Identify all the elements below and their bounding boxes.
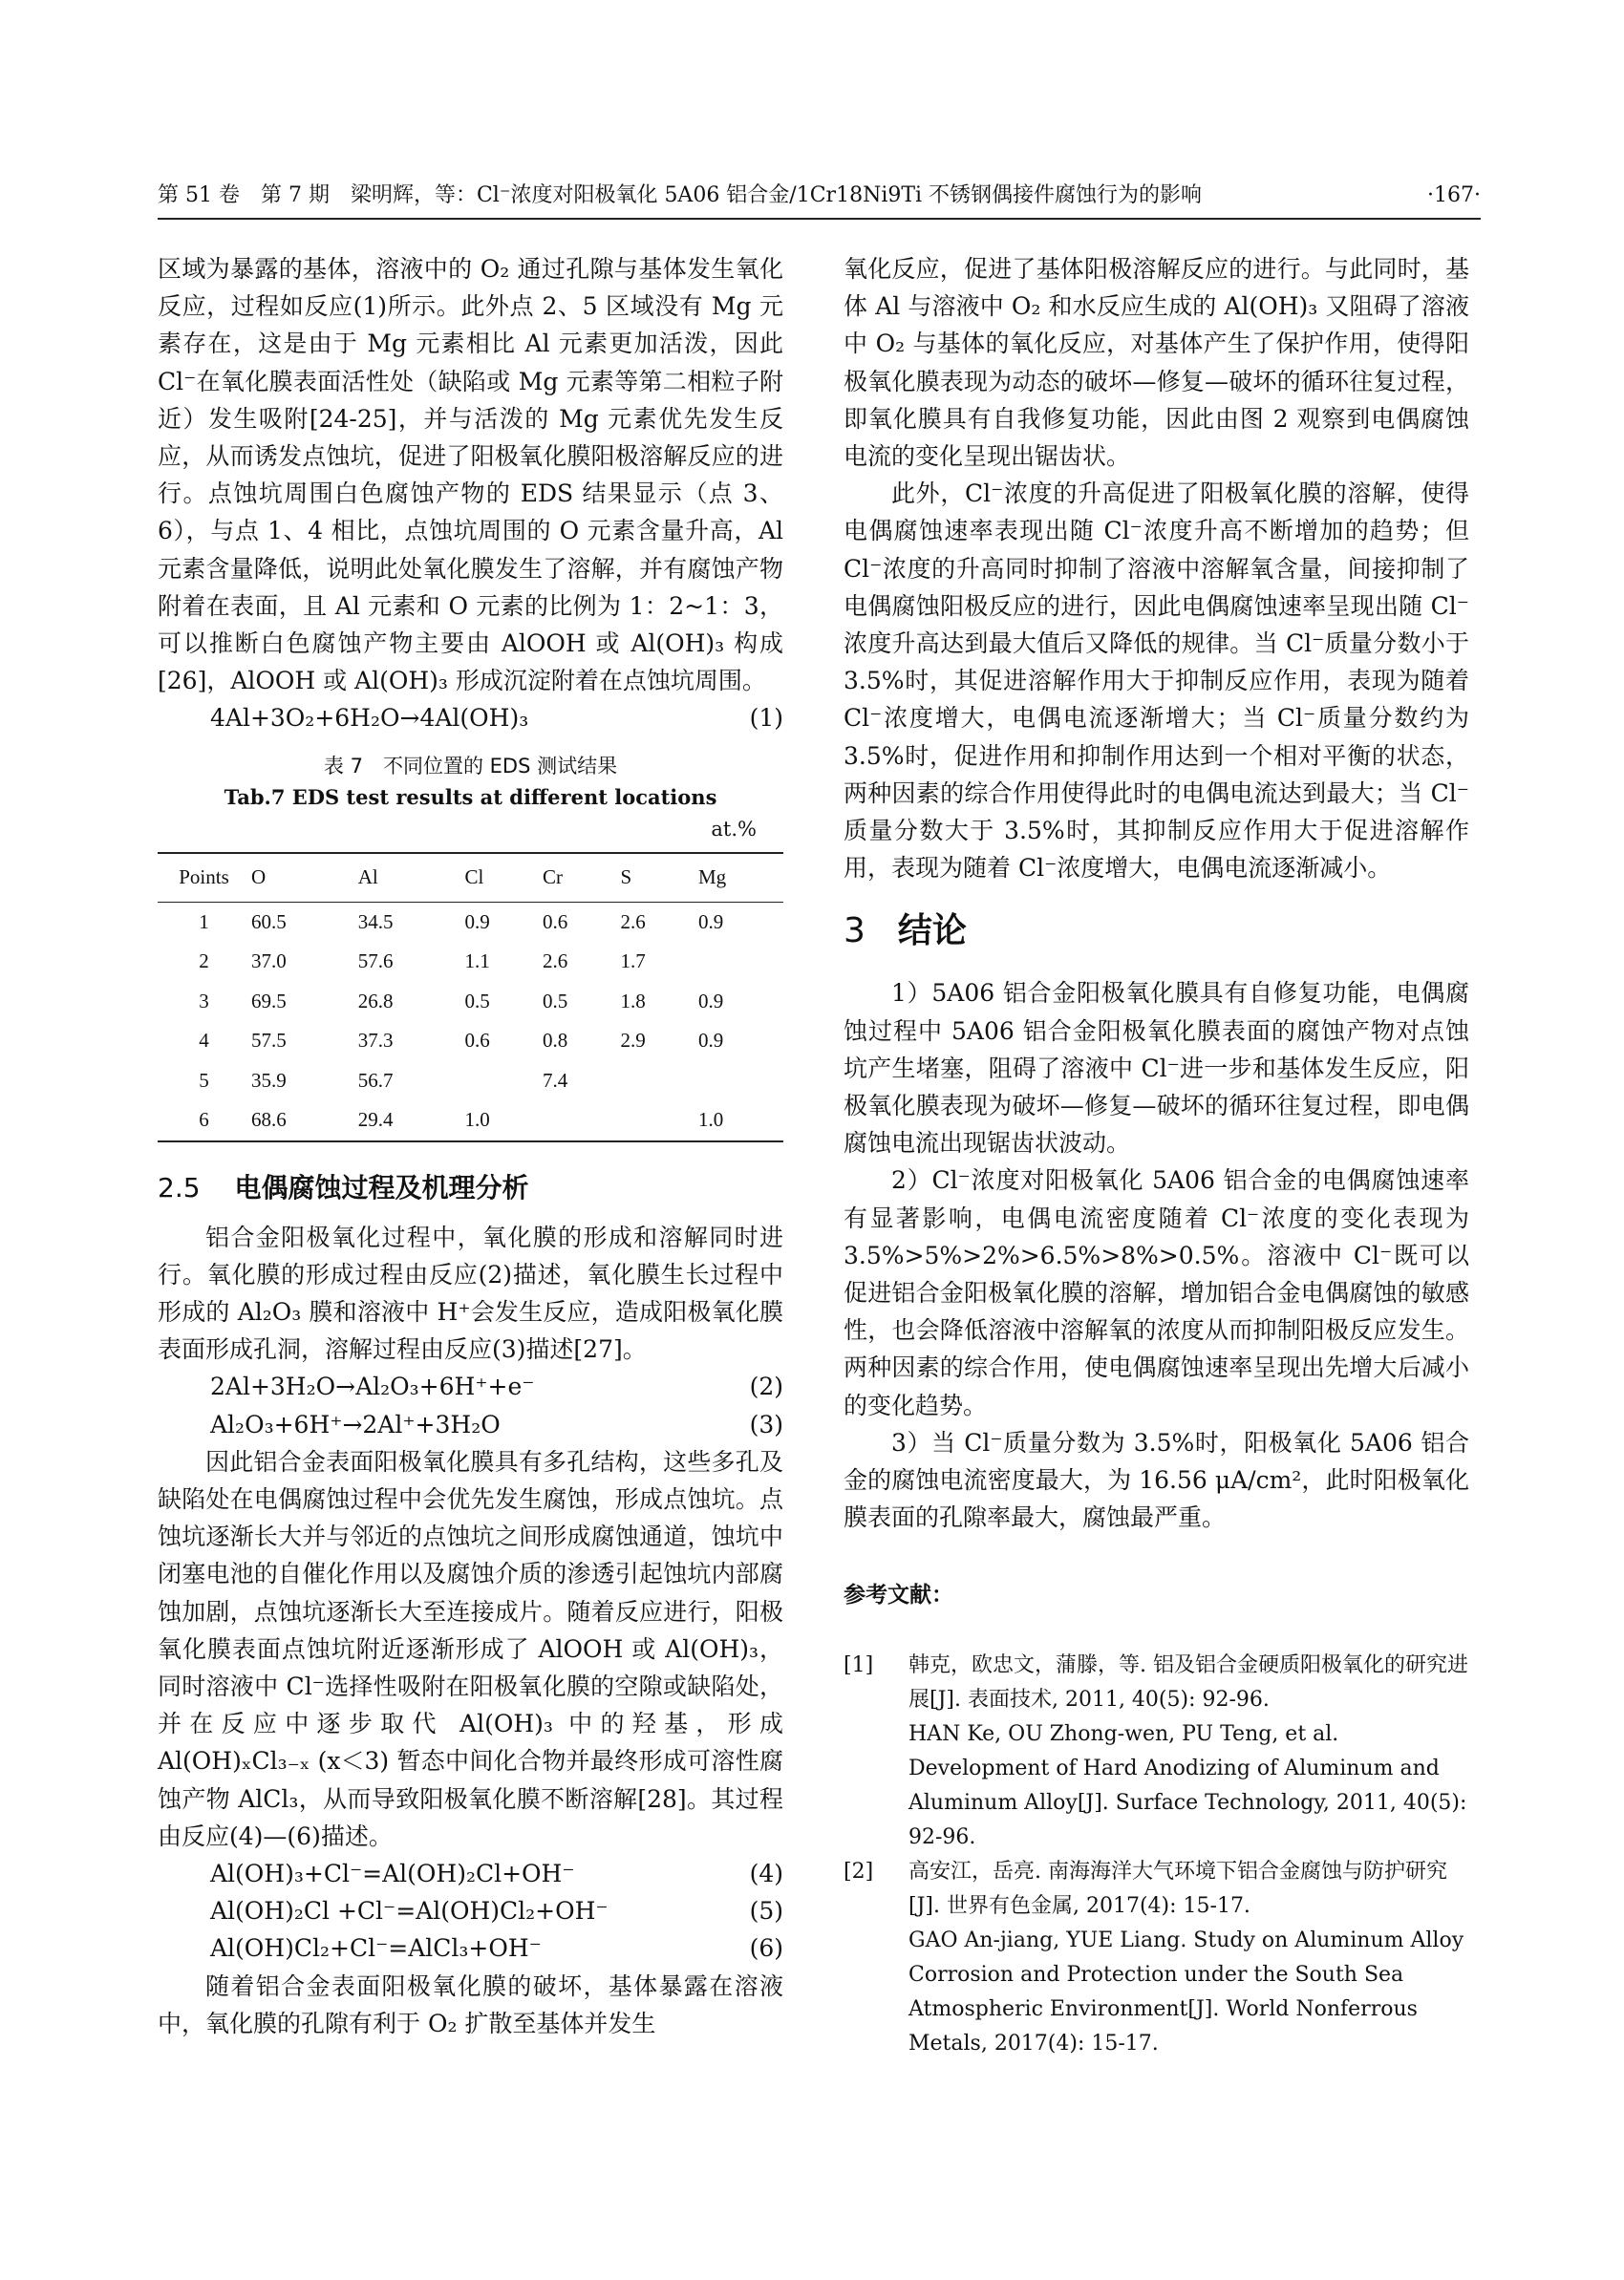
table-header-cell: Cr [542, 853, 619, 903]
reference-text-cn: 高安江，岳亮. 南海海洋大气环境下铝合金腐蚀与防护研究[J]. 世界有色金属, 2017(4): 15-17. [908, 1859, 1447, 1918]
table-cell: 69.5 [251, 989, 287, 1012]
equation-1 [158, 699, 783, 736]
table-cell: 2 [199, 949, 209, 973]
table-cell: 37.3 [357, 1029, 394, 1053]
section-heading-3 [844, 907, 1469, 955]
reference-number: [1] [844, 1652, 874, 1677]
reference-text-cn: 韩克，欧忠文，蒲滕，等. 铝及铝合金硬质阳极氧化的研究进展[J]. 表面技术, 2011, 40(5): 92-96. [908, 1652, 1468, 1712]
equation-1-number: (1) [749, 704, 783, 733]
table-cell: 0.6 [543, 909, 568, 933]
table-cell: 57.5 [251, 1029, 287, 1053]
table-cell: 0.5 [543, 989, 568, 1012]
eds-table [158, 852, 783, 1142]
table-header-cell: Cl [464, 853, 542, 903]
table-cell: 1.0 [697, 1100, 783, 1141]
table-row [158, 1061, 783, 1101]
table-cell: 0.6 [464, 1029, 490, 1053]
reference-item [844, 1649, 1469, 1855]
reference-text-en: HAN Ke, OU Zhong-wen, PU Teng, et al. Development of Hard Anodizing of Aluminum and Aluminum Alloy[J]. Surface Technology, 2011, 40(5): 92-96. [908, 1721, 1467, 1849]
equation-5-number: (5) [749, 1897, 783, 1926]
table-row [158, 1021, 783, 1061]
table-cell: 0.9 [464, 909, 490, 933]
table-cell: 0.8 [543, 1029, 568, 1053]
equation-4 [158, 1855, 783, 1892]
table-cell: 1.1 [464, 949, 490, 973]
table-cell: 56.7 [357, 1068, 394, 1092]
equation-6 [158, 1929, 783, 1967]
table-cell: 2.9 [620, 1029, 646, 1053]
table-cell [542, 1100, 619, 1141]
equation-2-formula: 2Al+3H₂O→Al₂O₃+6H⁺+e⁻ [210, 1373, 535, 1401]
conclusion-3: 3）当 Cl⁻质量分数为 3.5%时，阳极氧化 5A06 铝合金的腐蚀电流密度最大，为 16.56 μA/cm²，此时阳极氧化膜表面的孔隙率最大，腐蚀最严重。 [844, 1428, 1469, 1532]
table-cell: 60.5 [251, 909, 287, 933]
equation-3-number: (3) [749, 1410, 783, 1438]
table-cell [697, 942, 783, 982]
table-header-cell: O [250, 853, 357, 903]
table-row [158, 902, 783, 942]
equation-2-number: (2) [749, 1373, 783, 1401]
section-title: 电偶腐蚀过程及机理分析 [234, 1171, 529, 1204]
table-cell [697, 1061, 783, 1101]
table-unit: at.% [711, 817, 757, 841]
table-cell: 3 [199, 989, 209, 1012]
table-cell [620, 1061, 697, 1101]
equation-4-formula: Al(OH)₃+Cl⁻=Al(OH)₂Cl+OH⁻ [210, 1860, 575, 1888]
table-cell: 7.4 [543, 1068, 568, 1092]
paragraph-chloride-effect: 此外，Cl⁻浓度的升高促进了阳极氧化膜的溶解，使得电偶腐蚀速率表现出随 Cl⁻浓度升高不断增加的趋势；但 Cl⁻浓度的升高同时抑制了溶液中溶解氧含量，间接抑制了电偶腐蚀阳极反应的进行，因此电偶腐蚀速率呈现出随 Cl⁻浓度升高达到最大值后又降低的规律。当 Cl⁻质量分数小于 3.5%时，其促进溶解作用大于抑制反应作用，表现为随着 Cl⁻浓度增大，电偶电流逐渐增大；当 Cl⁻质量分数约为 3.5%时，促进作用和抑制作用达到一个相对平衡的状态，两种因素的综合作用使得此时的电偶电流达到最大；当 Cl⁻质量分数大于 3.5%时，其抑制反应作用大于促进溶解作用，表现为随着 Cl⁻浓度增大，电偶电流逐渐减小。 [844, 479, 1469, 883]
equation-5-formula: Al(OH)₂Cl +Cl⁻=Al(OH)Cl₂+OH⁻ [210, 1897, 609, 1926]
table-cell: 4 [199, 1029, 209, 1053]
paragraph-pitting: 因此铝合金表面阳极氧化膜具有多孔结构，这些多孔及缺陷处在电偶腐蚀过程中会优先发生腐蚀，形成点蚀坑。点蚀坑逐渐长大并与邻近的点蚀坑之间形成腐蚀通道，蚀坑中闭塞电池的自催化作用以及腐蚀介质的渗透引起蚀坑内部腐蚀加剧，点蚀坑逐渐长大至连接成片。随着反应进行，阳极氧化膜表面点蚀坑附近逐渐形成了 AlOOH 或 Al(OH)₃，同时溶液中 Cl⁻选择性吸附在阳极氧化膜的空隙或缺陷处，并在反应中逐步取代 Al(OH)₃ 中的羟基，形成 Al(OH)ₓCl₃₋ₓ (x＜3) 暂态中间化合物并最终形成可溶性腐蚀产物 AlCl₃，从而导致阳极氧化膜不断溶解[28]。其过程由反应(4)—(6)描述。 [158, 1447, 783, 1850]
table-row [158, 982, 783, 1022]
page-number: ·167· [1427, 183, 1481, 207]
table-cell: 37.0 [251, 949, 287, 973]
table-caption-en: Tab.7 EDS test results at different locations [224, 784, 717, 809]
table-header-cell: Al [357, 853, 464, 903]
reference-number: [2] [844, 1859, 874, 1884]
table-cell: 68.6 [250, 1100, 357, 1141]
table-cell: 1.8 [620, 989, 646, 1012]
right-column [844, 250, 1469, 2061]
table-cell: 26.8 [357, 989, 394, 1012]
equation-6-number: (6) [749, 1934, 783, 1963]
table-cell: 0.9 [697, 909, 724, 933]
equation-1-formula: 4Al+3O₂+6H₂O→4Al(OH)₃ [210, 704, 529, 733]
table-row [158, 1100, 783, 1141]
references-heading: 参考文献： [844, 1582, 953, 1608]
paragraph-substrate-exposure: 随着铝合金表面阳极氧化膜的破坏，基体暴露在溶液中，氧化膜的孔隙有利于 O₂ 扩散至基体并发生 [158, 1971, 783, 2037]
paragraph-self-repair: 氧化反应，促进了基体阳极溶解反应的进行。与此同时，基体 Al 与溶液中 O₂ 和水反应生成的 Al(OH)₃ 又阻碍了溶液中 O₂ 与基体的氧化反应，对基体产生了保护作用，使得阳极氧化膜表现为动态的破坏—修复—破坏的循环往复过程，即氧化膜具有自我修复功能，因此由图 2 观察到电偶腐蚀电流的变化呈现出锯齿状。 [844, 255, 1469, 471]
table-cell: 1 [199, 909, 209, 933]
table-row [158, 942, 783, 982]
table-cell: 0.9 [697, 989, 724, 1012]
table-cell: 6 [158, 1100, 250, 1141]
equation-4-number: (4) [749, 1860, 783, 1888]
table-header-cell: Mg [697, 853, 783, 903]
paragraph-anodizing: 铝合金阳极氧化过程中，氧化膜的形成和溶解同时进行。氧化膜的形成过程由反应(2)描述，氧化膜生长过程中形成的 Al₂O₃ 膜和溶液中 H⁺会发生反应，造成阳极氧化膜表面形成孔洞，溶解过程由反应(3)描述[27]。 [158, 1223, 783, 1364]
table-cell: 2.6 [543, 949, 568, 973]
table-cell: 1.0 [464, 1100, 542, 1141]
table-cell: 2.6 [620, 909, 646, 933]
equation-6-formula: Al(OH)Cl₂+Cl⁻=AlCl₃+OH⁻ [210, 1934, 542, 1963]
section-number: 3 [844, 911, 865, 951]
conclusion-1: 1）5A06 铝合金阳极氧化膜具有自修复功能，电偶腐蚀过程中 5A06 铝合金阳极氧化膜表面的腐蚀产物对点蚀坑产生堵塞，阻碍了溶液中 Cl⁻进一步和基体发生反应，阳极氧化膜表现为破坏—修复—破坏的循环往复过程，即电偶腐蚀电流出现锯齿状波动。 [844, 979, 1469, 1158]
table-cell: 57.6 [357, 949, 394, 973]
table-cell: 0.9 [697, 1029, 724, 1053]
equation-2 [158, 1368, 783, 1405]
header-title: 第 51 卷 第 7 期 梁明辉，等：Cl⁻浓度对阳极氧化 5A06 铝合金/1Cr18Ni9Ti 不锈钢偶接件腐蚀行为的影响 [158, 183, 1203, 207]
section-number: 2.5 [158, 1171, 201, 1204]
table-cell: 35.9 [251, 1068, 287, 1092]
table-cell [620, 1100, 697, 1141]
reference-text-en: GAO An-jiang, YUE Liang. Study on Aluminum Alloy Corrosion and Protection under the South Sea Atmospheric Environment[J]. World Nonferrous Metals, 2017(4): 15-17. [908, 1928, 1464, 2056]
reference-item [844, 1855, 1469, 2061]
equation-3-formula: Al₂O₃+6H⁺→2Al⁺+3H₂O [210, 1410, 501, 1438]
section-title: 结论 [897, 911, 967, 951]
table-header-cell: S [620, 853, 697, 903]
table-cell: 1.7 [620, 949, 646, 973]
equation-5 [158, 1892, 783, 1929]
table-cell: 5 [199, 1068, 209, 1092]
table-header-cell: Points [158, 853, 250, 903]
table-cell: 0.5 [464, 989, 490, 1012]
table-header-row [158, 853, 783, 903]
section-heading-2-5 [158, 1169, 783, 1207]
paragraph-eds-analysis: 区域为暴露的基体，溶液中的 O₂ 通过孔隙与基体发生氧化反应，过程如反应(1)所示。此外点 2、5 区域没有 Mg 元素存在，这是由于 Mg 元素相比 Al 元素更加活泼，因此 Cl⁻在氧化膜表面活性处（缺陷或 Mg 元素等第二相粒子附近）发生吸附[24-25]，并与活泼的 Mg 元素优先发生反应，从而诱发点蚀坑，促进了阳极氧化膜阳极溶解反应的进行。点蚀坑周围白色腐蚀产物的 EDS 结果显示（点 3、6），与点 1、4 相比，点蚀坑周围的 O 元素含量升高，Al 元素含量降低，说明此处氧化膜发生了溶解，并有腐蚀产物附着在表面，且 Al 元素和 O 元素的比例为 1：2~1：3，可以推断白色腐蚀产物主要由 AlOOH 或 Al(OH)₃ 构成[26]，AlOOH 或 Al(OH)₃ 形成沉淀附着在点蚀坑周围。 [158, 255, 783, 695]
table-caption-cn: 表 7 不同位置的 EDS 测试结果 [323, 754, 618, 778]
table-cell: 29.4 [357, 1100, 464, 1141]
table-cell: 34.5 [357, 909, 394, 933]
conclusion-2: 2）Cl⁻浓度对阳极氧化 5A06 铝合金的电偶腐蚀速率有显著影响，电偶电流密度随着 Cl⁻浓度的变化表现为 3.5%>5%>2%>6.5%>8%>0.5%。溶液中 Cl⁻既可以促进铝合金阳极氧化膜的溶解，增加铝合金电偶腐蚀的敏感性，也会降低溶液中溶解氧的浓度从而抑制阳极反应发生。两种因素的综合作用，使电偶腐蚀速率呈现出先增大后减小的变化趋势。 [844, 1166, 1469, 1419]
equation-3 [158, 1406, 783, 1443]
left-column [158, 250, 783, 2042]
table-cell [464, 1061, 542, 1101]
running-header [158, 180, 1481, 220]
